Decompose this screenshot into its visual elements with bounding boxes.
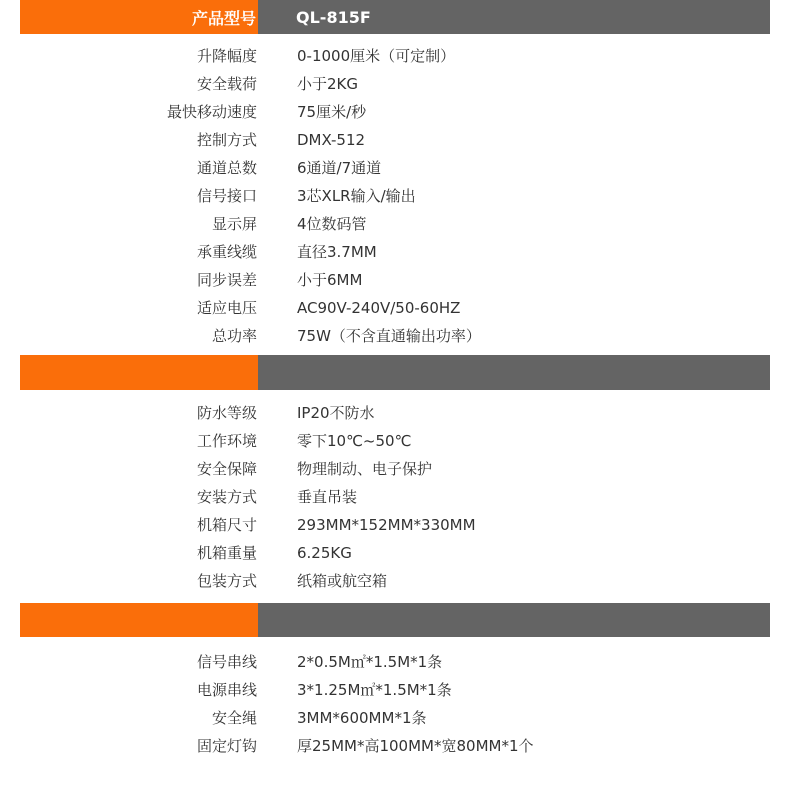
- header-model-cell: [258, 0, 770, 34]
- divider-accent-cell: [20, 355, 258, 390]
- spec-row: [0, 676, 790, 704]
- spec-label: 承重线缆: [196, 243, 257, 261]
- spec-row: [0, 294, 790, 322]
- spec-label: 电源串线: [196, 681, 257, 699]
- spec-label: 信号串线: [196, 653, 257, 671]
- spec-value: 75厘米/秒: [297, 103, 367, 121]
- divider-dark-cell: [258, 355, 770, 390]
- spec-value: 6.25KG: [297, 544, 352, 562]
- spec-value: 2*0.5M㎡*1.5M*1条: [297, 653, 443, 671]
- spec-row: [0, 210, 790, 238]
- spec-section-3: [0, 648, 790, 760]
- spec-value: 3MM*600MM*1条: [297, 709, 427, 727]
- spec-value: 小于6MM: [297, 271, 363, 289]
- spec-label: 安装方式: [196, 488, 257, 506]
- section-divider-bar: [20, 603, 770, 637]
- spec-value: 物理制动、电子保护: [297, 460, 433, 478]
- divider-accent-cell: [20, 603, 258, 637]
- model-name: QL-815F: [296, 7, 371, 27]
- spec-label: 适应电压: [196, 299, 257, 317]
- spec-value: 4位数码管: [297, 215, 367, 233]
- spec-label: 机箱重量: [196, 544, 257, 562]
- spec-row: [0, 399, 790, 427]
- spec-value: 0-1000厘米（可定制）: [297, 47, 456, 65]
- spec-row: [0, 483, 790, 511]
- spec-row: [0, 427, 790, 455]
- header-label-cell: [20, 0, 258, 34]
- spec-row: [0, 42, 790, 70]
- spec-value: 6通道/7通道: [297, 159, 382, 177]
- spec-value: 直径3.7MM: [297, 243, 377, 261]
- spec-section-2: [0, 399, 790, 595]
- spec-row: [0, 98, 790, 126]
- spec-label: 机箱尺寸: [196, 516, 257, 534]
- spec-value: 3芯XLR输入/输出: [297, 187, 416, 205]
- spec-value: AC90V-240V/50-60HZ: [297, 299, 461, 317]
- spec-value: IP20不防水: [297, 404, 375, 422]
- spec-label: 总功率: [211, 327, 257, 345]
- spec-label: 固定灯钩: [196, 737, 257, 755]
- spec-label: 包装方式: [196, 572, 257, 590]
- spec-row: [0, 648, 790, 676]
- spec-row: [0, 70, 790, 98]
- spec-row: [0, 567, 790, 595]
- spec-value: 293MM*152MM*330MM: [297, 516, 476, 534]
- spec-value: 厚25MM*高100MM*宽80MM*1个: [297, 737, 534, 755]
- spec-value: DMX-512: [297, 131, 366, 149]
- section-divider-bar: [20, 355, 770, 390]
- spec-label: 通道总数: [196, 159, 257, 177]
- header-bar: [20, 0, 770, 34]
- spec-label: 信号接口: [196, 187, 257, 205]
- spec-row: [0, 732, 790, 760]
- spec-label: 安全载荷: [196, 75, 257, 93]
- spec-label: 安全保障: [196, 460, 257, 478]
- spec-value: 纸箱或航空箱: [297, 572, 388, 590]
- spec-row: [0, 455, 790, 483]
- spec-row: [0, 266, 790, 294]
- spec-row: [0, 182, 790, 210]
- spec-row: [0, 511, 790, 539]
- spec-section-1: [0, 42, 790, 350]
- spec-label: 显示屏: [211, 215, 257, 233]
- spec-row: [0, 539, 790, 567]
- spec-label: 最快移动速度: [166, 103, 257, 121]
- spec-row: [0, 322, 790, 350]
- spec-value: 小于2KG: [297, 75, 359, 93]
- spec-row: [0, 238, 790, 266]
- spec-row: [0, 126, 790, 154]
- spec-label: 防水等级: [196, 404, 257, 422]
- spec-label: 升降幅度: [196, 47, 257, 65]
- divider-dark-cell: [258, 603, 770, 637]
- header-label: 产品型号: [191, 8, 256, 28]
- spec-value: 75W（不含直通输出功率）: [297, 327, 481, 345]
- spec-label: 安全绳: [211, 709, 257, 727]
- spec-label: 工作环境: [196, 432, 257, 450]
- spec-label: 控制方式: [196, 131, 257, 149]
- spec-value: 垂直吊装: [297, 488, 358, 506]
- spec-label: 同步误差: [196, 271, 257, 289]
- spec-row: [0, 704, 790, 732]
- spec-value: 3*1.25M㎡*1.5M*1条: [297, 681, 452, 699]
- spec-row: [0, 154, 790, 182]
- spec-value: 零下10℃~50℃: [297, 432, 412, 450]
